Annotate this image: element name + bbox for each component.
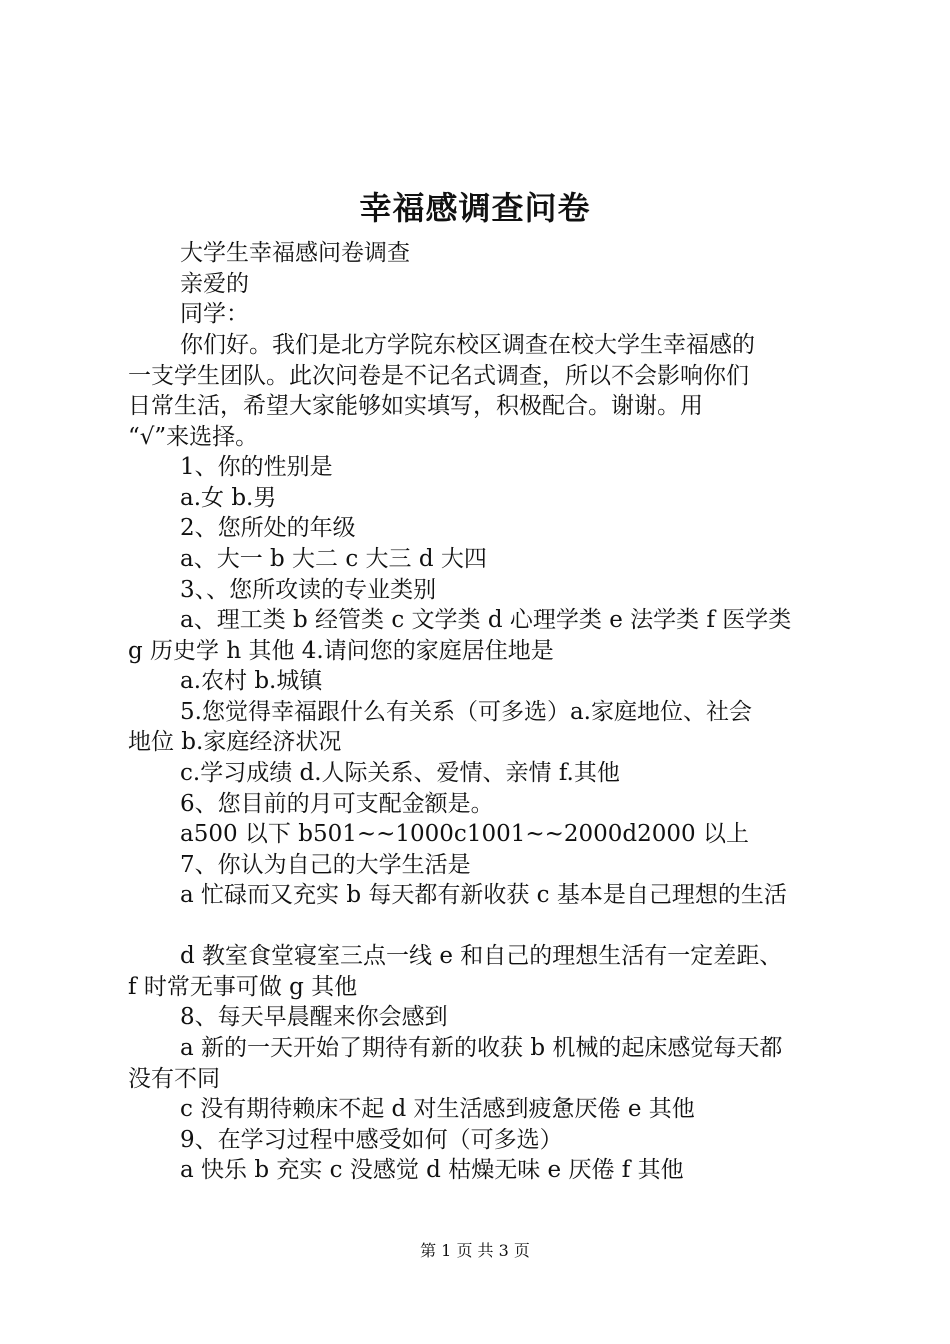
option-line: 没有不同 xyxy=(128,1066,220,1092)
question-line: 8、每天早晨醒来你会感到 xyxy=(180,1004,448,1030)
option-line: g 历史学 h 其他 4.请问您的家庭居住地是 xyxy=(128,638,554,664)
paragraph-line: 一支学生团队。此次问卷是不记名式调查，所以不会影响你们 xyxy=(128,363,749,389)
paragraph-line: 亲爱的 xyxy=(180,271,249,297)
option-line: 地位 b.家庭经济状况 xyxy=(128,729,342,755)
option-line: a、大一 b 大二 c 大三 d 大四 xyxy=(180,546,487,572)
question-line: 2、您所处的年级 xyxy=(180,515,356,541)
paragraph-line: “√”来选择。 xyxy=(128,424,259,450)
page-footer: 第 1 页 共 3 页 xyxy=(420,1241,530,1260)
option-line: c.学习成绩 d.人际关系、爱情、亲情 f.其他 xyxy=(180,760,620,786)
question-line: 7、你认为自己的大学生活是 xyxy=(180,852,471,878)
paragraph-line: 大学生幸福感问卷调查 xyxy=(180,240,410,266)
option-line: a、理工类 b 经管类 c 文学类 d 心理学类 e 法学类 f 医学类 xyxy=(180,607,792,633)
option-line: d 教室食堂寝室三点一线 e 和自己的理想生活有一定差距、 xyxy=(180,943,783,969)
option-line: a500 以下 b501~~1000c1001~~2000d2000 以上 xyxy=(180,821,749,847)
option-line: a.农村 b.城镇 xyxy=(180,668,323,694)
option-line: a 新的一天开始了期待有新的收获 b 机械的起床感觉每天都 xyxy=(180,1035,783,1061)
option-line: a 忙碌而又充实 b 每天都有新收获 c 基本是自己理想的生活 xyxy=(180,882,787,908)
option-line: f 时常无事可做 g 其他 xyxy=(128,974,358,1000)
question-line: 6、您目前的月可支配金额是。 xyxy=(180,791,494,817)
option-line: c 没有期待赖床不起 d 对生活感到疲惫厌倦 e 其他 xyxy=(180,1096,695,1122)
paragraph-line: 同学： xyxy=(180,301,249,327)
page-title: 幸福感调查问卷 xyxy=(359,189,591,227)
option-line: a 快乐 b 充实 c 没感觉 d 枯燥无味 e 厌倦 f 其他 xyxy=(180,1157,684,1183)
paragraph-line: 你们好。我们是北方学院东校区调查在校大学生幸福感的 xyxy=(180,332,755,358)
question-line: 1、你的性别是 xyxy=(180,454,333,480)
question-line: 5.您觉得幸福跟什么有关系（可多选）a.家庭地位、社会 xyxy=(180,699,752,725)
paragraph-line: 日常生活，希望大家能够如实填写，积极配合。谢谢。用 xyxy=(128,393,703,419)
question-line: 9、在学习过程中感受如何（可多选） xyxy=(180,1127,563,1153)
question-line: 3、、您所攻读的专业类别 xyxy=(180,577,437,603)
option-line: a.女 b.男 xyxy=(180,485,277,511)
